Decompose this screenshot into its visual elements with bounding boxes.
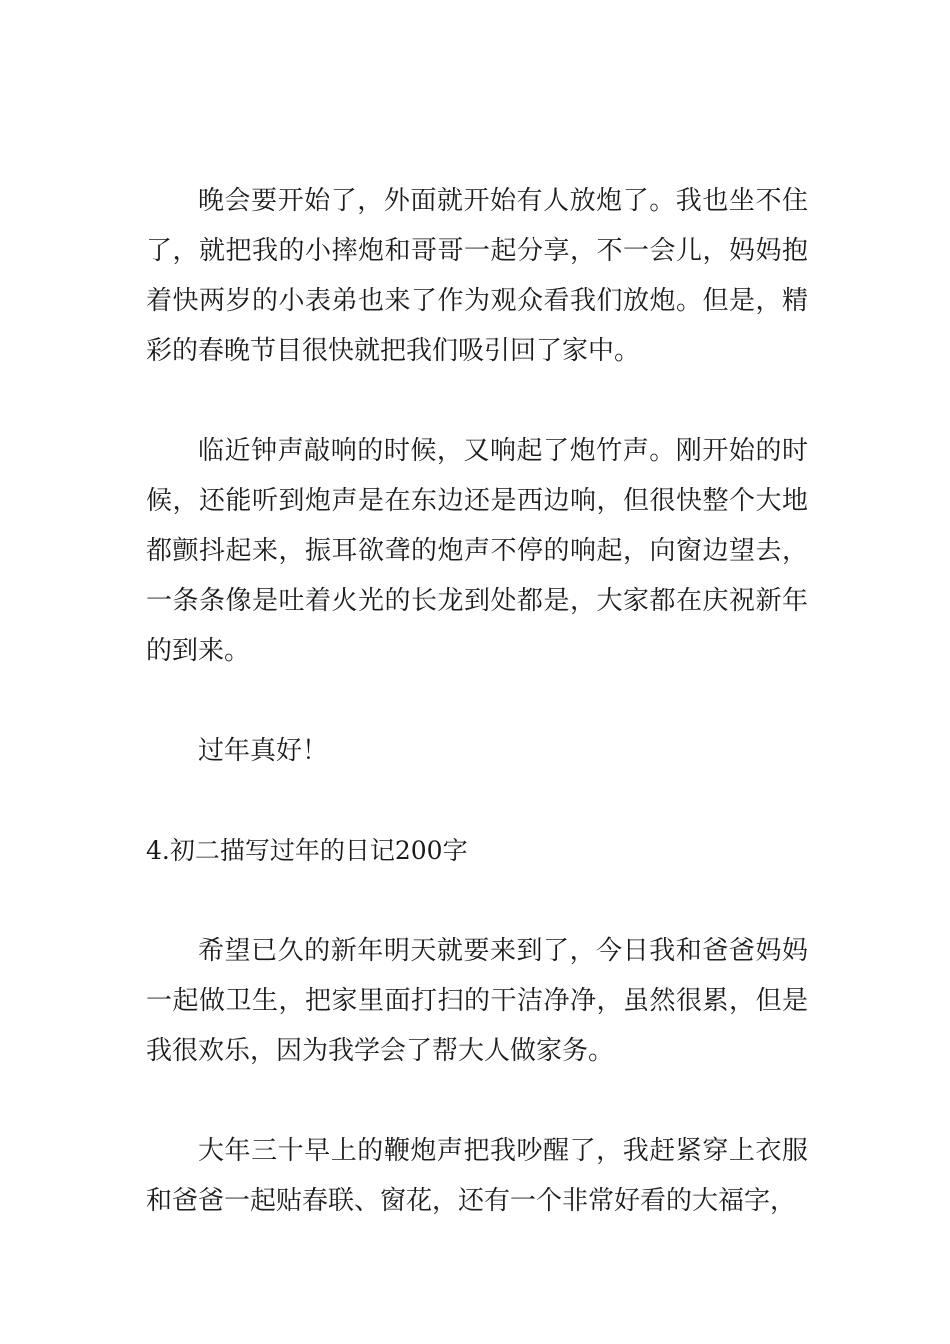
paragraph-new-year-good: 过年真好！ xyxy=(198,736,329,766)
paragraph-evening-gala: 晚会要开始了，外面就开始有人放炮了。我也坐不住了，就把我的小摔炮和哥哥一起分享，不一会儿，妈妈抱着快两岁的小表弟也来了作为观众看我们放炮。但是，精彩的春晚节目很快就把我们吸引回了家中。 xyxy=(146,186,808,366)
paragraph-midnight-firecrackers: 临近钟声敲响的时候，又响起了炮竹声。刚开始的时候，还能听到炮声是在东边还是西边响，但很快整个大地都颤抖起来，振耳欲聋的炮声不停的响起，向窗边望去，一条条像是吐着火光的长龙到处都是，大家都在庆祝新年的到来。 xyxy=(146,436,808,666)
paragraph-cleaning-house: 希望已久的新年明天就要来到了，今日我和爸爸妈妈一起做卫生，把家里面打扫的干洁净净，虽然很累，但是我很欢乐，因为我学会了帮大人做家务。 xyxy=(146,936,808,1066)
paragraph-new-years-eve-morning: 大年三十早上的鞭炮声把我吵醒了，我赶紧穿上衣服和爸爸一起贴春联、窗花，还有一个非常好看的大福字， xyxy=(146,1136,808,1216)
section-heading: 4.初二描写过年的日记200字 xyxy=(146,836,468,865)
document-body xyxy=(146,176,808,1226)
